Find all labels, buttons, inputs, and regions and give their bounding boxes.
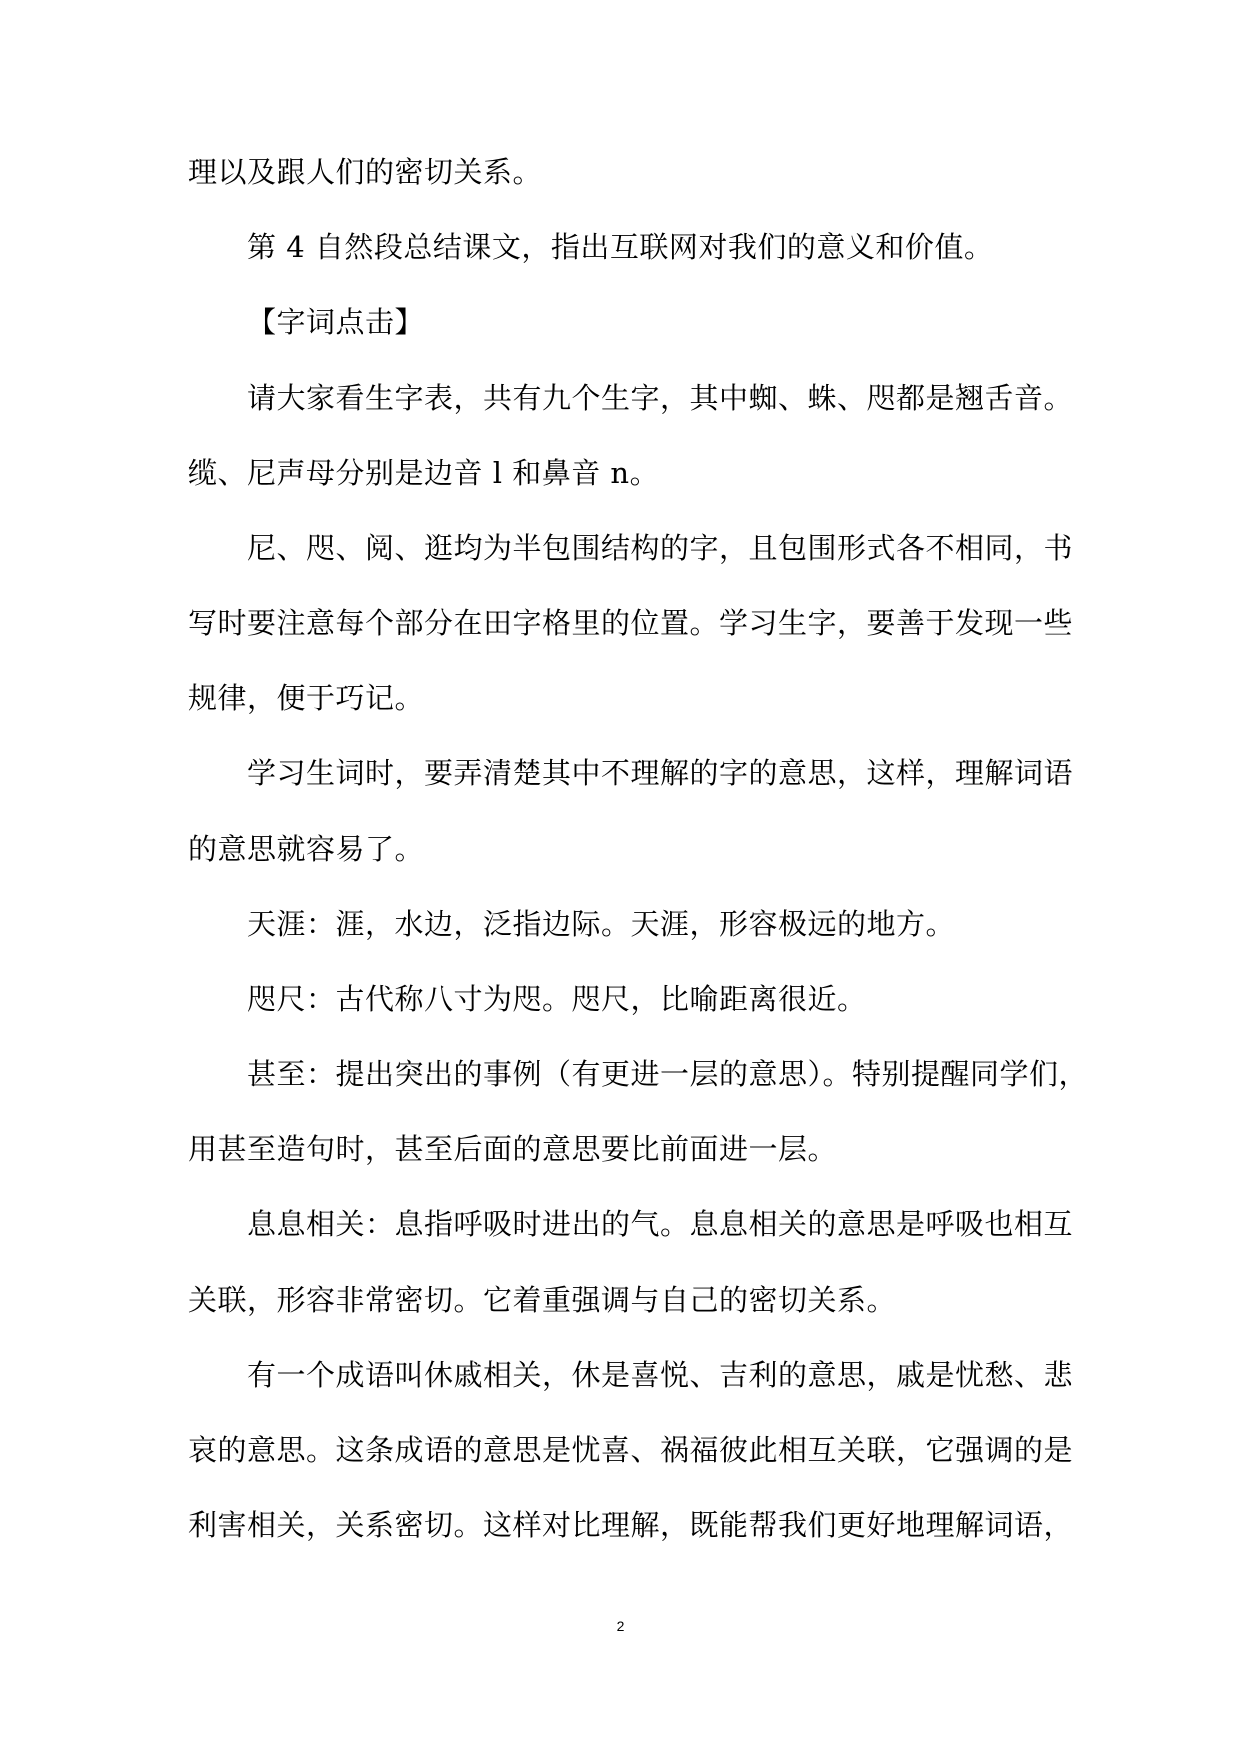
text-line: 尼、咫、阅、逛均为半包围结构的字，且包围形式各不相同，书 xyxy=(247,531,1074,565)
text-line: 关联，形容非常密切。它着重强调与自己的密切关系。 xyxy=(188,1283,897,1317)
text-line: 利害相关，关系密切。这样对比理解，既能帮我们更好地理解词语， xyxy=(188,1508,1074,1542)
text-line: 甚至：提出突出的事例（有更进一层的意思）。特别提醒同学们， xyxy=(247,1057,1089,1091)
text-line: 的意思就容易了。 xyxy=(188,832,425,866)
text-line: 咫尺：古代称八寸为咫。咫尺，比喻距离很近。 xyxy=(247,982,867,1016)
section-heading: 【字词点击】 xyxy=(247,305,425,339)
page-number: 2 xyxy=(616,1618,625,1634)
text-line: 息息相关：息指呼吸时进出的气。息息相关的意思是呼吸也相互 xyxy=(247,1207,1074,1241)
text-line: 用甚至造句时，甚至后面的意思要比前面进一层。 xyxy=(188,1132,838,1166)
text-line: 天涯：涯，水边，泛指边际。天涯，形容极远的地方。 xyxy=(247,907,956,941)
text-line: 哀的意思。这条成语的意思是忧喜、祸福彼此相互关联，它强调的是 xyxy=(188,1433,1074,1467)
text-line: 有一个成语叫休戚相关，休是喜悦、吉利的意思，戚是忧愁、悲 xyxy=(247,1358,1074,1392)
text-line: 请大家看生字表，共有九个生字，其中蜘、蛛、咫都是翘舌音。 xyxy=(247,381,1074,415)
text-line: 规律，便于巧记。 xyxy=(188,681,425,715)
text-line: 学习生词时，要弄清楚其中不理解的字的意思，这样，理解词语 xyxy=(247,756,1074,790)
text-line: 写时要注意每个部分在田字格里的位置。学习生字，要善于发现一些 xyxy=(188,606,1074,640)
text-line: 理以及跟人们的密切关系。 xyxy=(188,155,543,189)
text-line: 缆、尼声母分别是边音 l 和鼻音 n。 xyxy=(188,456,660,490)
text-line: 第 4 自然段总结课文，指出互联网对我们的意义和价值。 xyxy=(247,230,994,264)
